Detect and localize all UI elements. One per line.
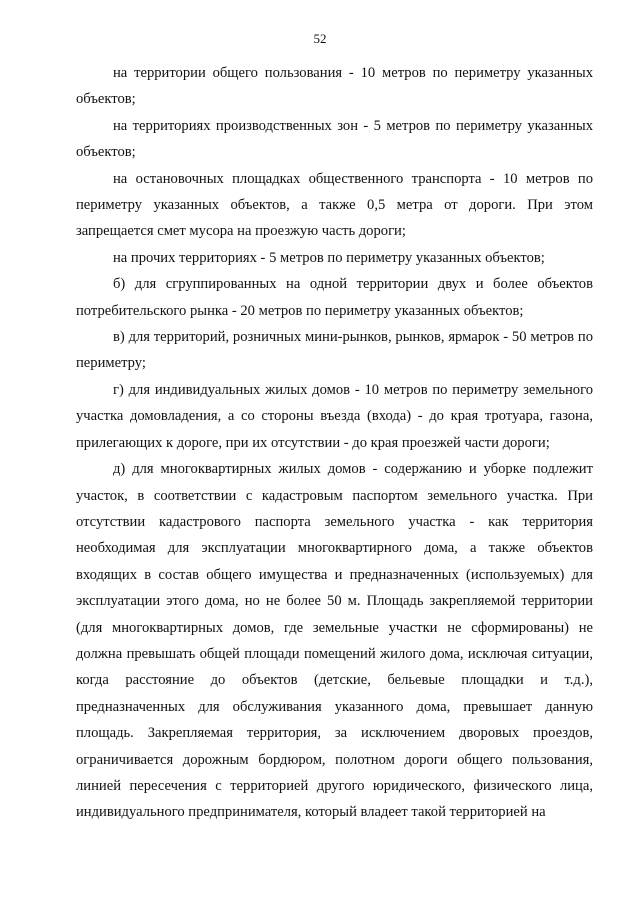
paragraph-item-v: в) для территорий, розничных мини-рынков, рынков, ярмарок - 50 метров по периметру; xyxy=(76,329,593,372)
paragraph-item-b: б) для сгруппированных на одной территории двух и более объектов потребительского рынка - 20 метров по периметру указанных объектов; xyxy=(76,276,593,319)
paragraph-public-territory: на территории общего пользования - 10 метров по периметру указанных объектов; xyxy=(76,65,593,108)
paragraph-industrial-zones: на территориях производственных зон - 5 метров по периметру указанных объектов; xyxy=(76,117,593,161)
paragraph-item-g: г) для индивидуальных жилых домов - 10 метров по периметру земельного участка домовладения, а со стороны въезда (входа) - до края тротуара, газона, прилегающих к дороге, при их отсутствии - до края проезжей части дороги; xyxy=(76,381,593,451)
document-body xyxy=(76,60,593,826)
paragraph-transport-stops: на остановочных площадках общественного транспорта - 10 метров по периметру указанных объектов, а также 0,5 метра от дороги. При этом запрещается смет мусора на проезжую часть дороги; xyxy=(76,170,593,240)
page-number: 52 xyxy=(313,31,327,46)
paragraph-item-d: д) для многоквартирных жилых домов - содержанию и уборке подлежит участок, в соответствии с кадастровым паспортом земельного участка. При отсутствии кадастрового паспорта земельного участка - как территория необходимая для эксплуатации многоквартирного дома, а также объектов входящих в состав общего имущества и предназначенных (используемых) для эксплуатации этого дома, но не более 50 м. Площадь закрепляемой территории (для многоквартирных домов, где земельные участки не сформированы) не должна превышать общей площади помещений жилого дома, исключая ситуации, когда расстояние до объектов (детские, бельевые площадки и т.д.), предназначенных для обслуживания указанного дома, превышает данную площадь. Закрепляемая территория, за исключением дворовых проездов, ограничивается дорожным бордюром, полотном дороги общего пользования, линией пересечения с территорией другого юридического, физического лица, индивидуального предпринимателя, который владеет такой территорией на xyxy=(76,461,593,821)
paragraph-other-territories: на прочих территориях - 5 метров по периметру указанных объектов; xyxy=(113,249,545,266)
